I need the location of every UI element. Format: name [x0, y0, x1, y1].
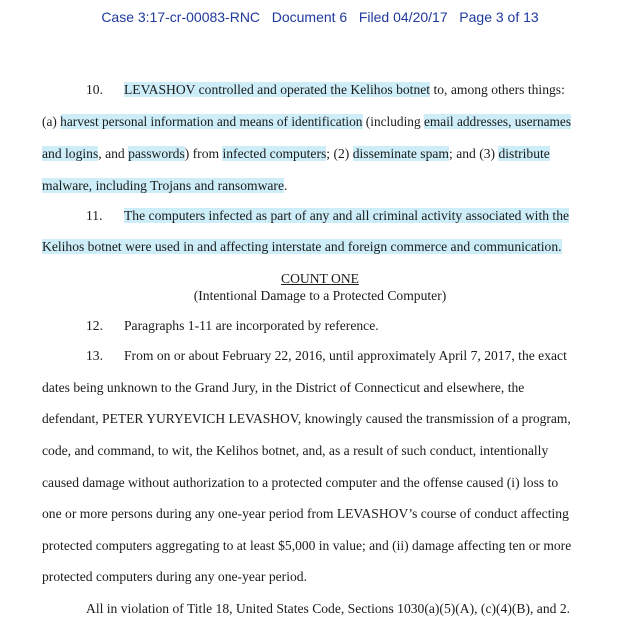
highlighted-text: distribute	[498, 146, 550, 161]
page-indicator: Page 3 of 13	[459, 9, 539, 25]
highlighted-text: infected computers	[222, 146, 327, 161]
highlighted-text: The computers infected as part of any and all criminal activity associated with the	[124, 208, 570, 223]
highlighted-text: Trojans and ransomware	[150, 178, 284, 193]
text-line	[42, 144, 571, 164]
text-segment: , and	[98, 146, 129, 161]
highlighted-text: email addresses, usernames	[423, 114, 572, 129]
text-line: From on or about February 22, 2016, until approximately April 7, 2017, the exact	[124, 348, 567, 363]
highlighted-text: LEVASHOV controlled and operated the Kelihos botnet	[124, 82, 431, 97]
document-number: Document 6	[271, 9, 348, 25]
ecf-header	[0, 9, 640, 25]
highlighted-text: Kelihos botnet were used in and affecting interstate and foreign commerce and communication.	[42, 239, 562, 254]
text-line	[124, 206, 571, 226]
text-line	[42, 176, 571, 196]
text-line: protected computers aggregating to at least $5,000 in value; and (ii) damage affecting ten or more	[42, 538, 572, 553]
paragraph-number: 11.	[86, 208, 103, 223]
paragraph-number: 13.	[86, 348, 103, 363]
text-line: one or more persons during any one-year period from LEVASHOV’s course of conduct affecting	[42, 506, 569, 521]
highlighted-text: passwords	[128, 146, 185, 161]
text-segment: ; and (3)	[449, 146, 499, 161]
count-subtitle: (Intentional Damage to a Protected Computer)	[193, 288, 447, 303]
text-segment: ) from	[184, 146, 223, 161]
text-line: protected computers during any one-year period.	[42, 569, 307, 584]
text-segment: to, among others things:	[430, 82, 565, 97]
highlighted-text: disseminate spam	[352, 146, 450, 161]
text-line	[42, 237, 571, 257]
text-line: dates being unknown to the Grand Jury, in the District of Connecticut and elsewhere, the	[42, 380, 525, 395]
text-segment: (a)	[42, 114, 61, 129]
text-segment: (including	[362, 114, 424, 129]
case-number: Case 3:17-cr-00083-RNC	[101, 9, 261, 25]
filed-date: Filed 04/20/17	[358, 9, 448, 25]
highlighted-text: harvest personal information and means of identification	[60, 114, 363, 129]
paragraph-number: 10.	[86, 82, 103, 97]
text-line: defendant, PETER YURYEVICH LEVASHOV, knowingly caused the transmission of a program,	[42, 411, 571, 426]
highlighted-text: and logins	[42, 146, 99, 161]
text-segment: ; (2)	[326, 146, 353, 161]
text-line	[124, 80, 571, 100]
text-line: caused damage without authorization to a protected computer and the offense caused (i) loss to	[42, 475, 559, 490]
text-line	[42, 112, 572, 132]
text-line: Paragraphs 1-11 are incorporated by reference.	[124, 318, 379, 333]
closing-statement: All in violation of Title 18, United States Code, Sections 1030(a)(5)(A), (c)(4)(B), and 2.	[86, 601, 571, 616]
text-segment: .	[284, 178, 288, 193]
paragraph-number: 12.	[86, 318, 103, 333]
highlighted-text: malware, including	[42, 178, 151, 193]
text-line: code, and command, to wit, the Kelihos botnet, and, as a result of such conduct, intentionally	[42, 443, 549, 458]
count-title: COUNT ONE	[281, 271, 359, 286]
